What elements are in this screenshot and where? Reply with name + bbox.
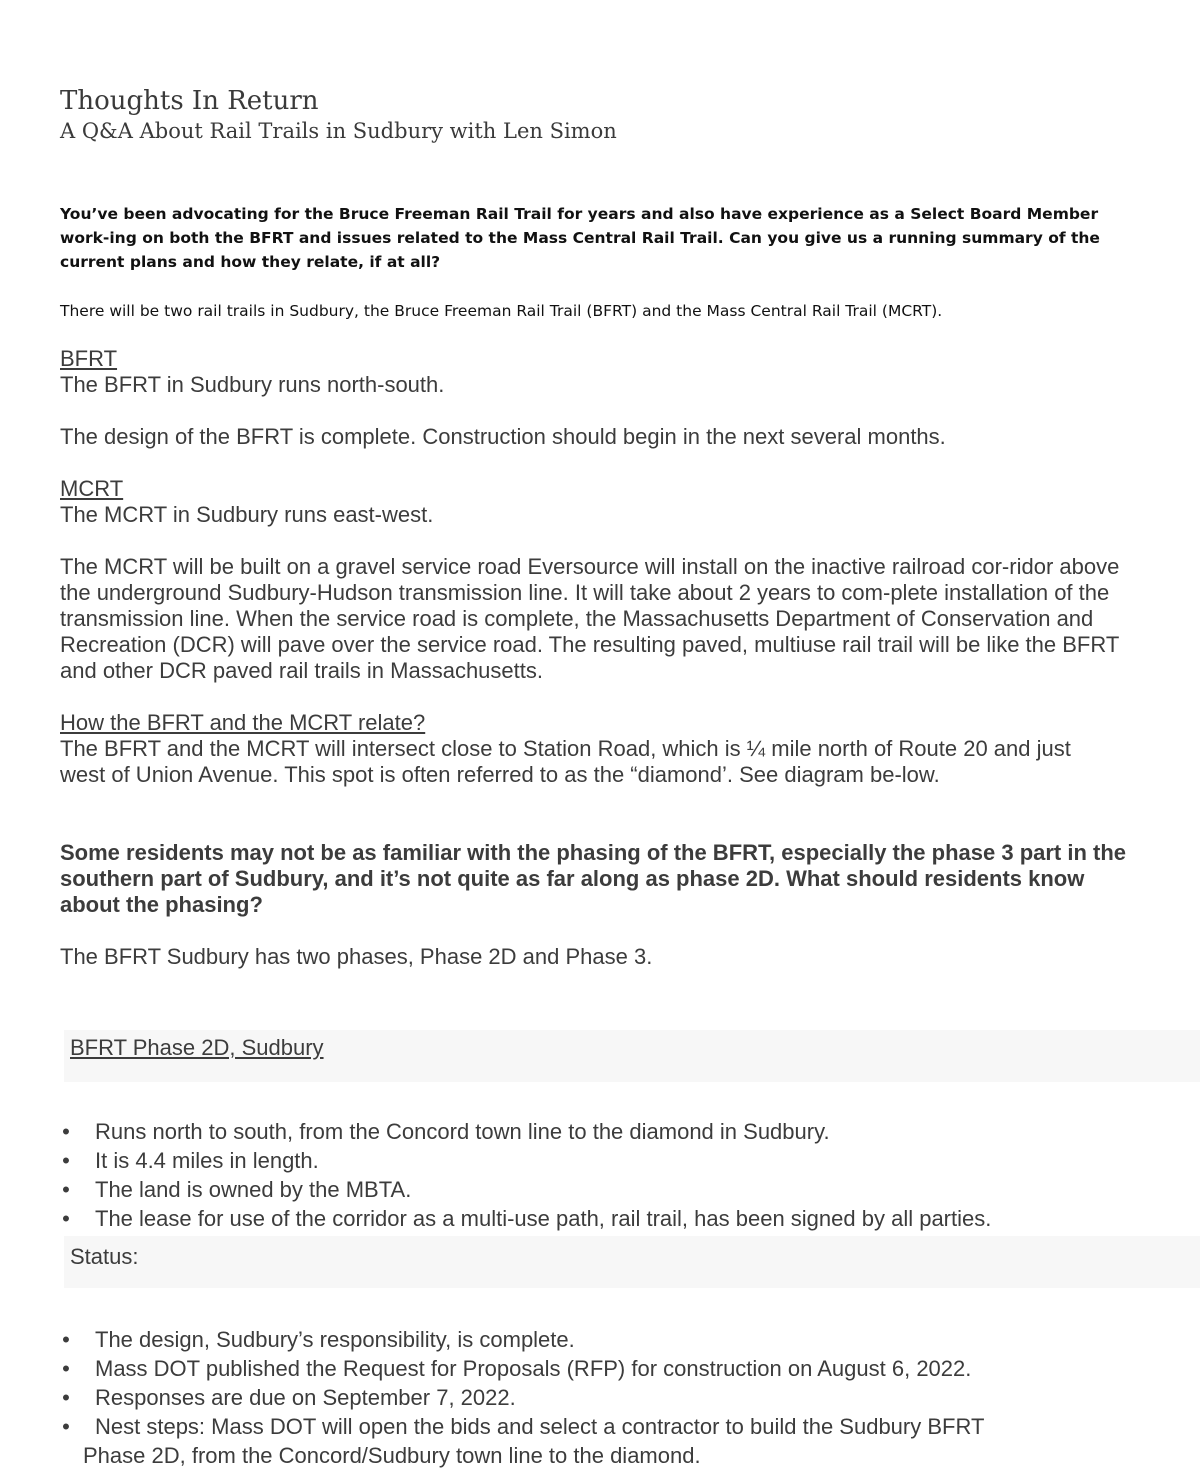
- list-item-text: The design, Sudbury’s responsibility, is complete.: [95, 1327, 575, 1352]
- list-item-text: The lease for use of the corridor as a multi-use path, rail trail, has been signed by all parties.: [95, 1206, 992, 1231]
- mcrt-direction-text: The MCRT in Sudbury runs east-west.: [60, 502, 434, 527]
- phases-summary: The BFRT Sudbury has two phases, Phase 2D and Phase 3.: [60, 944, 653, 969]
- page-title: Thoughts In Return: [60, 86, 319, 116]
- bullet-icon: •: [62, 1148, 70, 1173]
- status-heading-band: [64, 1236, 1200, 1288]
- mcrt-heading: MCRT: [60, 476, 124, 501]
- bfrt-direction-text: The BFRT in Sudbury runs north-south.: [60, 372, 445, 397]
- list-item: [60, 1412, 1160, 1470]
- status-bullet-list: [60, 1325, 1160, 1470]
- bullet-icon: •: [62, 1356, 70, 1381]
- relation-paragraph: The BFRT and the MCRT will intersect close to Station Road, which is ¼ mile north of Route 20 and just west of Union Avenue. This spot is often referred to as the “diamond’. See diagram be-low.: [60, 736, 1071, 787]
- mcrt-construction-paragraph: The MCRT will be built on a gravel service road Eversource will install on the inactive railroad cor-ridor above the underground Sudbury-Hudson transmission line. It will take about 2 years to com-plete installation of the transmission line. When the service road is complete, the Massachusetts Department of Conservation and Recreation (DCR) will pave over the service road. The resulting paved, multiuse rail trail will be like the BFRT and other DCR paved rail trails in Massachusetts.: [60, 554, 1120, 683]
- answer-1-intro: There will be two rail trails in Sudbury, the Bruce Freeman Rail Trail (BFRT) and the Mass Central Rail Trail (MCRT).: [60, 302, 943, 320]
- list-item: [60, 1146, 1160, 1175]
- list-item: [60, 1175, 1160, 1204]
- bullet-icon: •: [62, 1385, 70, 1410]
- list-item: [60, 1354, 1160, 1383]
- question-2: Some residents may not be as familiar with the phasing of the BFRT, especially the phase 3 part in the southern part of Sudbury, and it’s not quite as far along as phase 2D. What should residents know about the phasing?: [60, 840, 1127, 917]
- list-item-text: The land is owned by the MBTA.: [95, 1177, 412, 1202]
- list-item-text: Nest steps: Mass DOT will open the bids and select a contractor to build the Sudbury BFRT: [95, 1414, 985, 1439]
- phase-2d-bullet-list: [60, 1117, 1160, 1233]
- bfrt-heading: BFRT: [60, 346, 118, 371]
- bfrt-design-text: The design of the BFRT is complete. Construction should begin in the next several months.: [60, 424, 946, 449]
- phase-2d-heading: BFRT Phase 2D, Sudbury: [70, 1035, 324, 1060]
- question-1: You’ve been advocating for the Bruce Freeman Rail Trail for years and also have experience as a Select Board Member work-ing on both the BFRT and issues related to the Mass Central Rail Trail. Can you give us a running summary of the current plans and how they relate, if at all?: [60, 205, 1100, 271]
- list-item-text: Mass DOT published the Request for Proposals (RFP) for construction on August 6, 2022.: [95, 1356, 972, 1381]
- page-subtitle: A Q&A About Rail Trails in Sudbury with Len Simon: [60, 119, 617, 143]
- list-item: [60, 1204, 1160, 1233]
- list-item-text: Runs north to south, from the Concord town line to the diamond in Sudbury.: [95, 1119, 830, 1144]
- bullet-icon: •: [62, 1119, 70, 1144]
- bullet-icon: •: [62, 1177, 70, 1202]
- list-item-text: Responses are due on September 7, 2022.: [95, 1385, 516, 1410]
- bullet-icon: •: [62, 1206, 70, 1231]
- bullet-icon: •: [62, 1414, 70, 1439]
- list-item-text: It is 4.4 miles in length.: [95, 1148, 319, 1173]
- relation-heading: How the BFRT and the MCRT relate?: [60, 710, 426, 735]
- status-label: Status:: [70, 1244, 139, 1269]
- bullet-icon: •: [62, 1327, 70, 1352]
- list-item: [60, 1117, 1160, 1146]
- list-item: [60, 1325, 1160, 1354]
- list-item-text-continued: Phase 2D, from the Concord/Sudbury town line to the diamond.: [83, 1443, 701, 1468]
- list-item: [60, 1383, 1160, 1412]
